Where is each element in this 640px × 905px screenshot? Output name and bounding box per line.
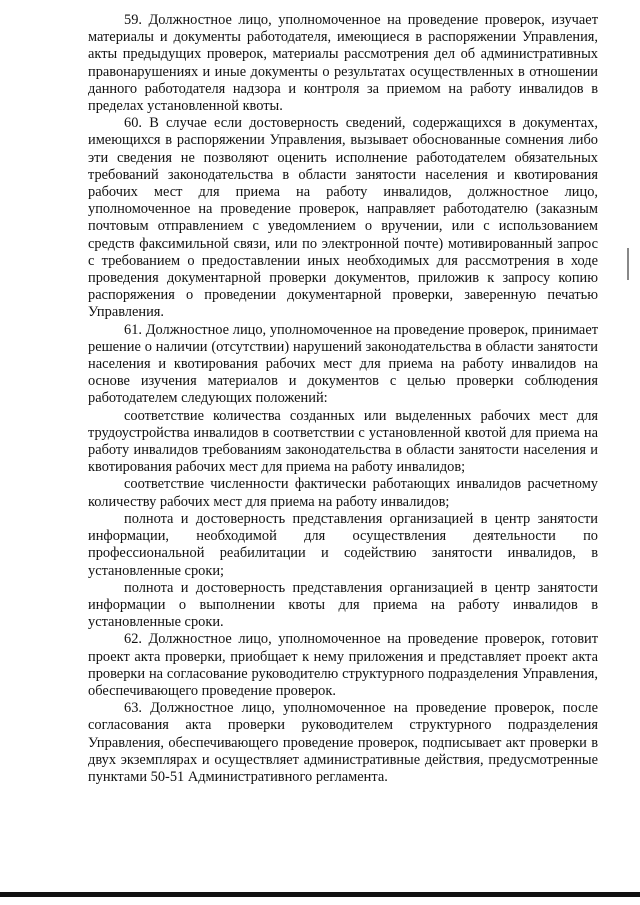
paragraph-62: 62. Должностное лицо, уполномоченное на проведение проверок, готовит проект акта проверки, приобщает к нему приложения и представляет проект акта проверки на согласование руководителю структурного подразделения Управления, обеспечивающего проведение проверок. xyxy=(88,631,598,699)
scan-bottom-border xyxy=(0,892,640,897)
scan-edge-mark xyxy=(627,248,629,280)
list-item-quota-compliance: соответствие количества созданных или выделенных рабочих мест для трудоустройства инвалидов в соответствии с установленной квотой для приема на работу инвалидов требованиям законодательства в области занятости населения и квотирования рабочих мест для приема на работу инвалидов; xyxy=(88,407,598,476)
paragraph-63: 63. Должностное лицо, уполномоченное на проведение проверок, после согласования акта проверки руководителем структурного подразделения Управления, обеспечивающего проведение проверок, подписывает акт проверки в двух экземплярах и осуществляет административные действия, предусмотренные пунктами 50-51 Административного регламента. xyxy=(88,700,598,785)
paragraph-60: 60. В случае если достоверность сведений, содержащихся в документах, имеющихся в распоряжении Управления, вызывает обоснованные сомнения либо эти сведения не позволяют оценить исполнение работодателем обязательных требований законодательства в области занятости населения и квотирования рабочих мест для приема на работу инвалидов, должностное лицо, уполномоченное на проведение проверок, направляет работодателю (заказным почтовым отправлением с уведомлением о вручении, или с использованием средств факсимильной связи, или по электронной почте) мотивированный запрос с требованием о предоставлении иных необходимых для рассмотрения в ходе проведения документарной проверки документов, приложив к запросу копию распоряжения о проведении документарной проверки, заверенную печатью Управления. xyxy=(88,115,598,321)
document-page xyxy=(88,12,598,786)
paragraph-59: 59. Должностное лицо, уполномоченное на проведение проверок, изучает материалы и документы работодателя, имеющиеся в распоряжении Управления, акты предыдущих проверок, материалы рассмотрения дел об административных правонарушениях и иные документы о результатах осуществленных в отношении данного работодателя надзора и контроля за приемом на работу инвалидов в пределах установленной квоты. xyxy=(88,12,598,115)
list-item-employee-count: соответствие численности фактически работающих инвалидов расчетному количеству рабочих мест для приема на работу инвалидов; xyxy=(88,476,598,510)
paragraph-61: 61. Должностное лицо, уполномоченное на проведение проверок, принимает решение о наличии (отсутствии) нарушений законодательства в области занятости населения и квотирования рабочих мест для приема на работу инвалидов на основе изучения материалов и документов с целью проверки соблюдения работодателем следующих положений: xyxy=(88,321,598,407)
list-item-rehab-information: полнота и достоверность представления организацией в центр занятости информации, необходимой для осуществления деятельности по профессиональной реабилитации и содействию занятости инвалидов, в установленные сроки; xyxy=(88,510,598,579)
list-item-quota-information: полнота и достоверность представления организацией в центр занятости информации о выполнении квоты для приема на работу инвалидов в установленные сроки. xyxy=(88,579,598,631)
